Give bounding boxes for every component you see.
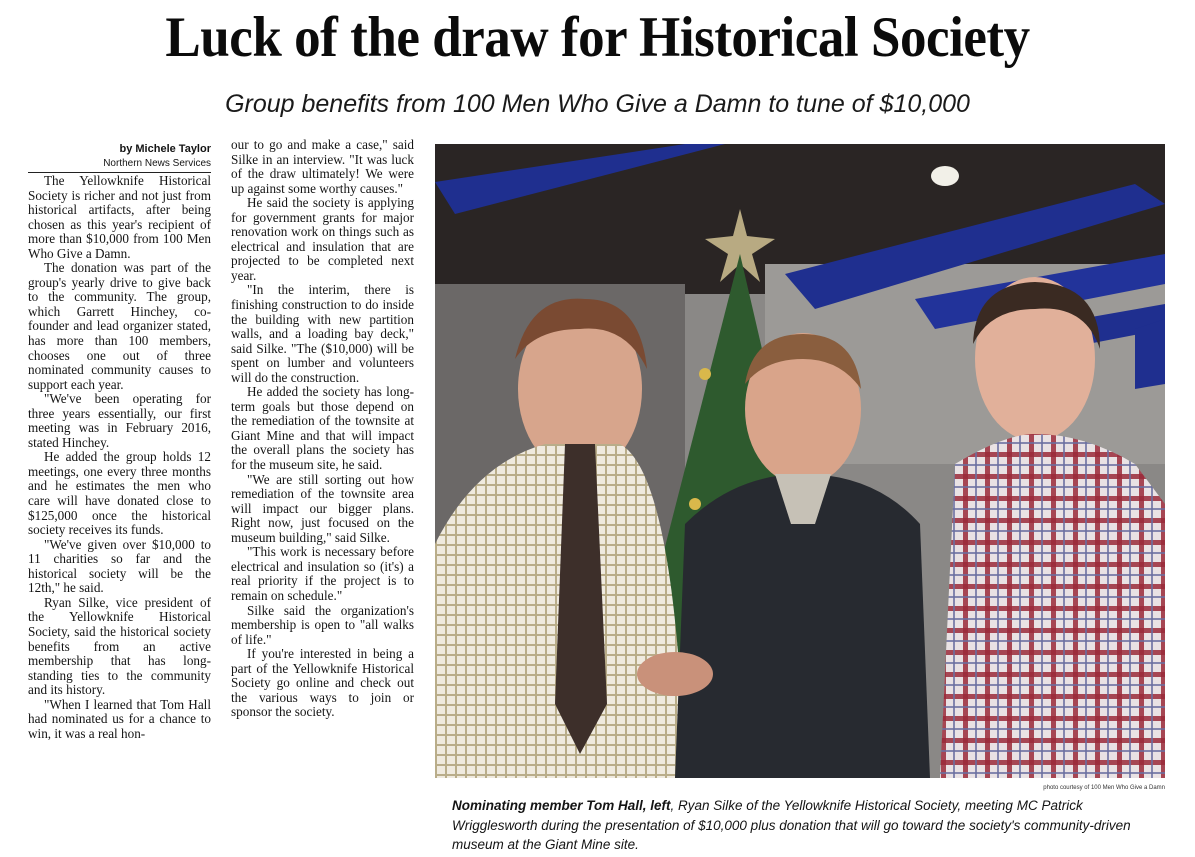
paragraph: "We are still sorting out how remediation of the townsite area will impact our bigger plans. Right now, just focused on the museum building," said Silke. (231, 471, 414, 545)
paragraph: "When I learned that Tom Hall had nominated us for a chance to win, it was a real hon- (28, 696, 211, 741)
paragraph: Ryan Silke, vice president of the Yellowknife Historical Society, said the historical society benefits from an active membership that has long-standing ties to the community and its history. (28, 594, 211, 698)
headline: Luck of the draw for Historical Society (165, 6, 1030, 69)
deck-subheadline: Group benefits from 100 Men Who Give a Damn to tune of $10,000 (225, 90, 970, 118)
paragraph: If you're interested in being a part of the Yellowknife Historical Society go online and check out the various ways to join or sponsor the society. (231, 646, 414, 720)
caption-bold: Nominating member Tom Hall, left (452, 798, 671, 813)
news-service: Northern News Services (28, 157, 211, 173)
photo-caption (452, 796, 1170, 855)
paragraph: The donation was part of the group's yearly drive to give back to the community. The group, which Garrett Hinchey, co-founder and lead organizer stated, has more than 100 members, chooses one out of three nominated community causes to support each year. (28, 260, 211, 392)
paragraph: "This work is necessary before electrical and insulation so (it's) a real priority if the project is to remain on schedule." (231, 544, 414, 603)
paragraph: He added the group holds 12 meetings, one every three months and he estimates the men who care will have donated close to $125,000 once the historical society receives its funds. (28, 449, 211, 538)
byline: by Michele Taylor (119, 143, 211, 155)
caption-text: , Ryan Silke of the Yellowknife Historical Society, meeting MC Patrick Wrigglesworth during the presentation of $10,000 plus donation that will go toward the society's community-driven museum at the Giant Mine site. (452, 798, 1131, 852)
paragraph: He said the society is applying for government grants for major renovation work on things such as electrical and insulation that are projected to be completed next year. (231, 195, 414, 283)
article-column-1 (28, 174, 211, 854)
paragraph: The Yellowknife Historical Society is richer and not just from historical artifacts, after being chosen as this year's recipient of more than $10,000 from 100 Men Who Give a Damn. (28, 174, 211, 261)
paragraph: "In the interim, there is finishing construction to do inside the building with new partition walls, and a loading bay deck," said Silke. "The ($10,000) will be spent on lumber and volunteers will do the construction. (231, 282, 414, 385)
news-photo (435, 144, 1165, 778)
paragraph: Silke said the organization's membership is open to "all walks of life." (231, 602, 414, 647)
paragraph: "We've been operating for three years essentially, our first meeting was in February 2016, stated Hinchey. (28, 391, 211, 450)
paragraph: "We've given over $10,000 to 11 charities so far and the historical society will be the 12th," he said. (28, 536, 211, 596)
article-column-2 (231, 138, 414, 854)
paragraph: He added the society has long-term goals but those depend on the remediation of the townsite at Giant Mine and that will impact the overall plans the society has for the museum site, he said. (231, 384, 414, 473)
photo-credit: photo courtesy of 100 Men Who Give a Damn (1043, 785, 1165, 791)
paragraph-continued: our to go and make a case," said Silke in an interview. "It was luck of the draw ultimately! We were up against some worthy causes." (231, 138, 414, 196)
photo-illustration (435, 144, 1165, 778)
